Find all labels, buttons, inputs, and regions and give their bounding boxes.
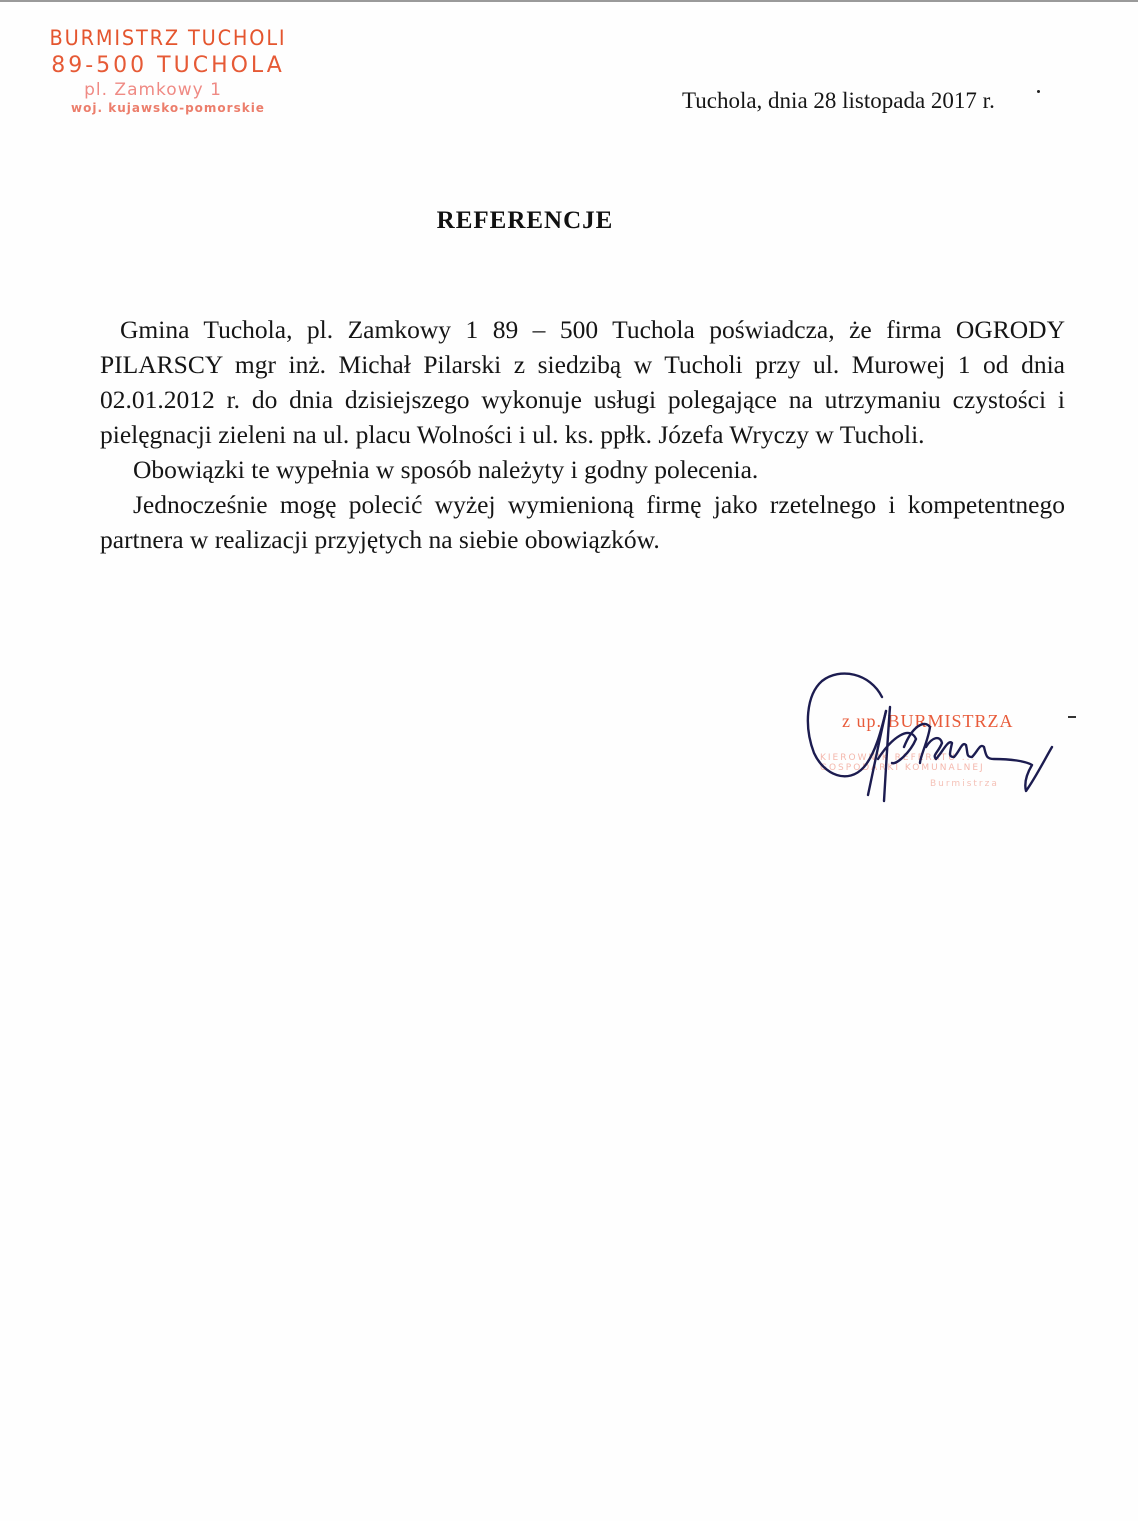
letter-body — [100, 312, 1065, 557]
stamp-line-2: 89-500 TUCHOLA — [51, 53, 285, 78]
paragraph-1: Gmina Tuchola, pl. Zamkowy 1 89 – 500 Tuchola poświadcza, że firma OGRODY PILARSCY mgr inż. Michał Pilarski z siedzibą w Tucholi przy ul. Murowej 1 od dnia 02.01.2012 r. do dnia dzisiejszego wykonuje usługi polegające na utrzymaniu czystości i pielęgnacji zieleni na ul. placu Wolności i ul. ks. ppłk. Józefa Wryczy w Tucholi. — [100, 315, 1065, 449]
paper-mark — [1068, 716, 1076, 718]
paragraph-2: Obowiązki te wypełnia w sposób należyty i godny polecenia. — [133, 455, 759, 484]
burmistrz-stamp — [28, 24, 308, 116]
handwritten-signature-icon — [800, 667, 1080, 807]
paragraph-3: Jednocześnie mogę polecić wyżej wymienioną firmę jako rzetelnego i kompetentnego partnera w realizacji przyjętych na siebie obowiązków. — [100, 490, 1065, 554]
stamp-line-1: BURMISTRZ TUCHOLI — [49, 26, 287, 50]
stamp-line-3: pl. Zamkowy 1 — [84, 80, 222, 100]
signature-stamp-line-2: KIEROWNIK REFERATU ... GOSPODARKI KOMUNALNEJ — [820, 753, 985, 773]
date-line: Tuchola, dnia 28 listopada 2017 r. — [682, 88, 995, 113]
signature-stamp-line-3: Burmistrza — [930, 779, 999, 789]
paper-speck — [1037, 90, 1040, 93]
document-title: REFERENCJE — [436, 207, 614, 234]
signature-block — [800, 667, 1080, 807]
stamp-line-4: woj. kujawsko-pomorskie — [71, 101, 265, 115]
signature-stamp-line-1: z up. BURMISTRZA — [842, 711, 1014, 731]
